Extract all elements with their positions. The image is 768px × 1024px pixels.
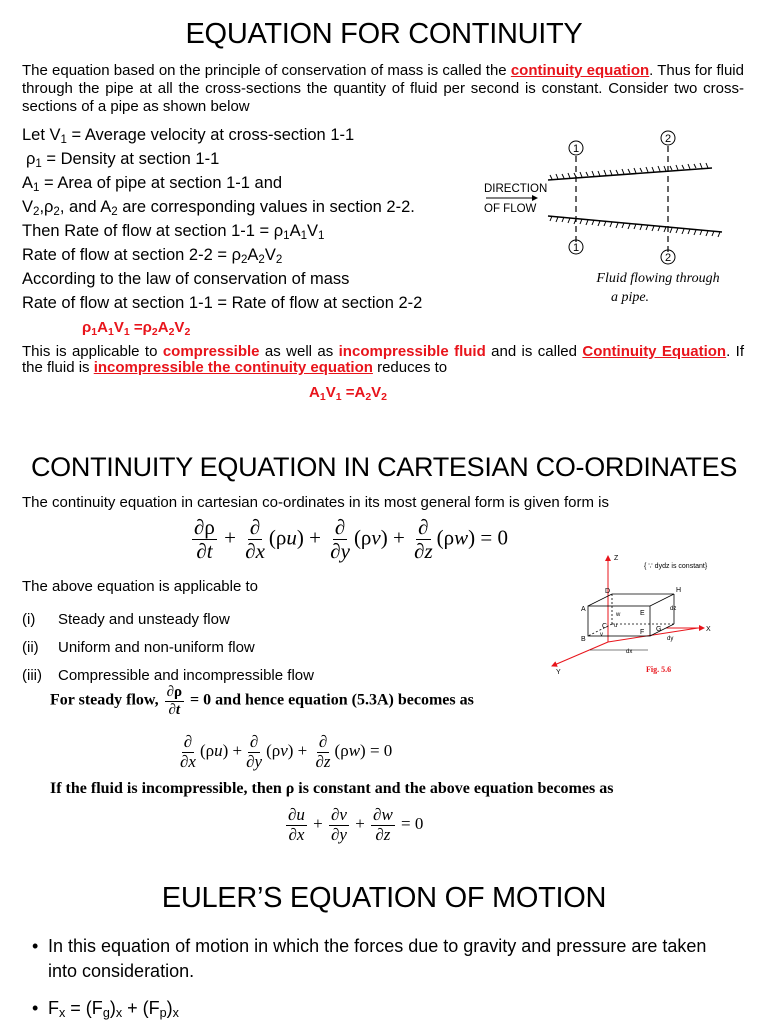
list-item: (iii) Compressible and incompressible flow [22, 667, 314, 684]
point-f: F [640, 629, 645, 636]
reduced-equation: $A_1V_1 =A_2V_2$ [309, 384, 388, 403]
applicable-heading: The above equation is applicable to [22, 578, 259, 595]
flow-arrow-icon [532, 195, 538, 201]
dz-label: dz [670, 606, 677, 612]
pipe-top-wall [548, 168, 712, 180]
pipe-caption-line1: Fluid flowing through [596, 271, 720, 286]
point-d: D [605, 588, 611, 595]
conservation-law: According to the law of conservation of mass [22, 270, 350, 288]
bullet-icon: • [32, 936, 39, 956]
def-velocity: Let $V_1$ = Average velocity at cross-section 1-1 [22, 126, 355, 146]
bullet-icon: • [32, 998, 39, 1018]
point-h: H [676, 587, 682, 594]
marker-bottom-1-text: 1 [572, 242, 580, 254]
y-axis-label: Y [556, 669, 561, 676]
section1-intro: The equation based on the principle of conservation of mass is called the continuity equation. Thus for fluid through the pipe at all the cross-sections the quantity of fluid per second is constant. Consider two cross-sections of a pipe as shown below [22, 62, 744, 115]
fig-caption: Fig. 5.6 [646, 665, 672, 674]
incompressible-equation: $\frac{\partial u}{\partial x}$ + $\frac{\partial v}{\partial y}$ + $\frac{\partial w}{\partial z}$ = 0 [288, 805, 424, 844]
figure-note: { ∵ dydz is constant} [644, 563, 708, 570]
pipe-caption-line2: a pipe. [610, 290, 650, 305]
of-flow-label: OF FLOW [484, 203, 537, 215]
incompressible-continuity-highlight: incompressible the continuity equation [93, 359, 373, 376]
direction-label: DIRECTION [484, 183, 548, 195]
def-section2: $V_2,\rho_2$, and $A_2$ are corresponding values in section 2-2. [22, 198, 415, 218]
continuity-equation-highlight: Continuity Equation [582, 343, 727, 360]
control-volume-figure [538, 548, 760, 680]
applicability-text: This is applicable to compressible as well as incompressible fluid and is called Continuity Equation. If the fluid is incompressible the continuity equation reduces to [22, 343, 744, 376]
section3-title: EULER’S EQUATION OF MOTION [161, 882, 607, 914]
euler-bullet-1: • In this equation of motion in which the forces due to gravity and pressure are taken into consideration. [32, 936, 707, 981]
point-c: C [602, 623, 608, 630]
rate-flow-1: Then Rate of flow at section $1-1 = \rho_1A_1V_1$ [22, 222, 325, 242]
section1-definitions [22, 123, 482, 315]
def-area: $A_1$ = Area of pipe at section 1-1 and [22, 174, 283, 194]
y-axis [552, 642, 608, 666]
marker-top-2-text: 2 [664, 133, 672, 145]
marker-bottom-2-text: 2 [664, 252, 672, 264]
marker-top-1-text: 1 [572, 143, 580, 155]
incompressible-line: If the fluid is incompressible, then ρ is constant and the above equation becomes as [50, 780, 614, 797]
list-item: (ii) Uniform and non-uniform flow [22, 639, 255, 656]
point-e: E [640, 610, 645, 617]
x-axis-label: X [706, 626, 711, 633]
euler-bullet-2: • $F_x = (F_g)_x + (F_p)_x$ [32, 998, 179, 1020]
pipe-top-hatching [550, 163, 708, 179]
section2-title: CONTINUITY EQUATION IN CARTESIAN CO-ORDINATES [30, 452, 738, 482]
v-label: v [600, 632, 603, 638]
point-a: A [581, 606, 586, 613]
def-density: $\rho_1$ = Density at section 1-1 [26, 150, 220, 170]
point-b: B [581, 636, 586, 643]
continuity-equation-link: continuity equation [510, 62, 650, 79]
point-g: G [656, 626, 662, 633]
u-label: u [614, 623, 618, 629]
dx-label: dx [626, 649, 633, 655]
general-continuity-equation: $\frac{\partial\rho}{\partial t}$ + $\frac{\partial}{\partial x}$ (ρu) + $\frac{\partial}{\partial y}$ (ρv) + $\frac{\partial}{\partial z}$ (ρw) = 0 [194, 515, 508, 564]
section2-intro: The continuity equation in cartesian co-ordinates in its most general form is given form is [22, 494, 609, 511]
rate-flow-2: Rate of flow at section $2-2 = \rho_2A_2V_2$ [22, 246, 283, 266]
continuity-main-equation: $\rho_1A_1V_1 =\rho_2A_2V_2$ [82, 319, 191, 338]
compressible-highlight: compressible [162, 343, 260, 360]
x-axis-segment [608, 628, 698, 642]
z-axis-label: Z [614, 555, 619, 562]
incompressible-highlight: incompressible fluid [338, 343, 486, 360]
pipe-flow-figure [478, 128, 746, 314]
steady-continuity-equation: $\frac{\partial}{\partial x}$ (ρu) + $\frac{\partial}{\partial y}$ (ρv) + $\frac{\partial}{\partial z}$ (ρw) = 0 [180, 732, 393, 771]
list-item: (i) Steady and unsteady flow [22, 611, 230, 628]
w-label: w [616, 612, 621, 618]
conditions-list [22, 606, 314, 690]
steady-flow-line: For steady flow, $\frac{\partial\rho}{\partial t}$ = 0 and hence equation (5.3A) becomes as [50, 684, 474, 718]
section1-title: EQUATION FOR CONTINUITY [185, 18, 583, 50]
dy-label: dy [667, 636, 674, 642]
rate-flow-equal: Rate of flow at section 1-1 = Rate of flow at section 2-2 [22, 294, 423, 312]
